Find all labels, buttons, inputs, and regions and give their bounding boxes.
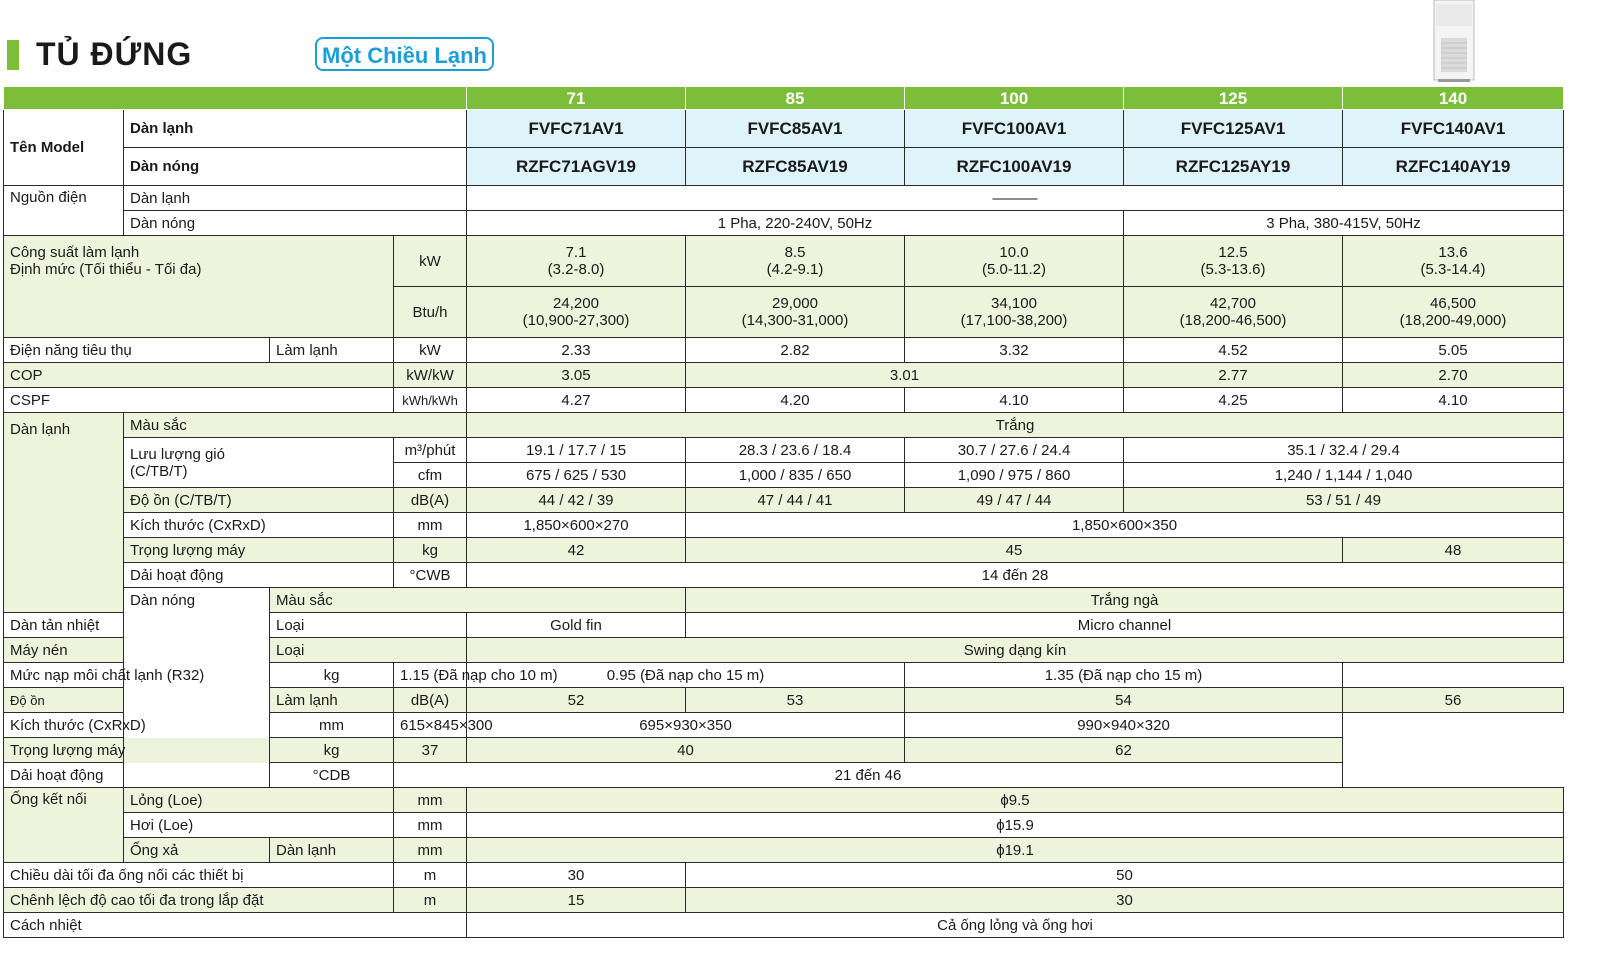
indoor-airflow-m3-71: 19.1 / 17.7 / 15 (467, 438, 686, 463)
capacity-btu-125 (1124, 287, 1343, 338)
capacity-kw-100 (905, 236, 1124, 287)
piping-drain-row (4, 838, 1564, 863)
indoor-dim-row (4, 513, 1564, 538)
outdoor-dim-label: Kích thước (CxRxD) (4, 713, 270, 738)
spec-table (3, 86, 1564, 938)
capacity-140: 140 (1343, 87, 1564, 110)
max-length-rest: 50 (686, 863, 1564, 888)
page-title: TỦ ĐỨNG (36, 36, 193, 72)
outdoor-noise-unit: dB(A) (394, 688, 467, 713)
outdoor-color-row (4, 588, 1564, 613)
indoor-dim-rest: 1,850×600×350 (686, 513, 1564, 538)
piping-drain-unit: mm (394, 838, 467, 863)
outdoor-dim-71: 615×845×300 (394, 713, 467, 738)
power-label: Nguồn điện (4, 186, 124, 236)
model-indoor-row (4, 110, 1564, 148)
insulation-row (4, 913, 1564, 938)
cspf-140: 4.10 (1343, 388, 1564, 413)
power-outdoor-1ph: 1 Pha, 220-240V, 50Hz (467, 211, 1124, 236)
capacity-kw-140-range: (5.3-14.4) (1420, 261, 1486, 278)
capacity-kw-140-rated: 13.6 (1438, 244, 1468, 261)
outdoor-model-100: RZFC100AV19 (905, 148, 1124, 186)
capacity-btu-140-rated: 46,500 (1430, 295, 1476, 312)
indoor-color-label: Màu sắc (124, 413, 467, 438)
max-height-rest: 30 (686, 888, 1564, 913)
indoor-range-label: Dải hoạt động (124, 563, 394, 588)
piping-liquid-value: ϕ9.5 (467, 788, 1564, 813)
outdoor-weight-row (4, 738, 1564, 763)
title-accent-bar (7, 40, 19, 70)
indoor-range-value: 14 đến 28 (467, 563, 1564, 588)
capacity-100: 100 (905, 87, 1124, 110)
power-indoor-row (4, 186, 1564, 211)
outdoor-weight-71: 37 (394, 738, 467, 763)
outdoor-weight-125-140: 62 (905, 738, 1343, 763)
capacity-kw-unit: kW (394, 236, 467, 287)
capacity-btu-140-range: (18,200-49,000) (1399, 312, 1507, 329)
outdoor-noise-100-125: 54 (905, 688, 1343, 713)
indoor-weight-71: 42 (467, 538, 686, 563)
capacity-kw-71 (467, 236, 686, 287)
indoor-color-value: Trắng (467, 413, 1564, 438)
consumption-125: 4.52 (1124, 338, 1343, 363)
indoor-noise-unit: dB(A) (394, 488, 467, 513)
indoor-weight-label: Trọng lượng máy (124, 538, 394, 563)
capacity-btu-140 (1343, 287, 1564, 338)
capacity-kw-125 (1124, 236, 1343, 287)
indoor-model-85: FVFC85AV1 (686, 110, 905, 148)
max-length-label: Chiều dài tối đa ống nối các thiết bị (4, 863, 394, 888)
cspf-100: 4.10 (905, 388, 1124, 413)
insulation-label: Cách nhiệt (4, 913, 467, 938)
capacity-header-row (4, 87, 1564, 110)
indoor-weight-140: 48 (1343, 538, 1564, 563)
max-height-unit: m (394, 888, 467, 913)
cop-71: 3.05 (467, 363, 686, 388)
indoor-airflow-m3-85: 28.3 / 23.6 / 18.4 (686, 438, 905, 463)
outdoor-weight-unit: kg (270, 738, 394, 763)
consumption-140: 5.05 (1343, 338, 1564, 363)
floor-standing-unit-icon (1432, 0, 1476, 82)
indoor-noise-label: Độ ồn (C/TB/T) (124, 488, 394, 513)
indoor-airflow-cfm-100: 1,090 / 975 / 860 (905, 463, 1124, 488)
capacity-btu-125-range: (18,200-46,500) (1179, 312, 1287, 329)
outdoor-compressor-value: Swing dạng kín (467, 638, 1564, 663)
outdoor-section-label: Dàn nóng (124, 588, 270, 788)
piping-section-label: Ống kết nối (4, 788, 124, 863)
model-outdoor-row (4, 148, 1564, 186)
consumption-label: Điện năng tiêu thụ (4, 338, 270, 363)
outdoor-dim-unit: mm (270, 713, 394, 738)
capacity-btu-71-range: (10,900-27,300) (522, 312, 630, 329)
indoor-section-label: Dàn lạnh (4, 413, 124, 613)
indoor-model-140: FVFC140AV1 (1343, 110, 1564, 148)
indoor-noise-85: 47 / 44 / 41 (686, 488, 905, 513)
outdoor-range-value: 21 đến 46 (394, 763, 1343, 788)
indoor-dim-71: 1,850×600×270 (467, 513, 686, 538)
outdoor-model-85: RZFC85AV19 (686, 148, 905, 186)
indoor-airflow-cfm-71: 675 / 625 / 530 (467, 463, 686, 488)
consumption-71: 2.33 (467, 338, 686, 363)
indoor-airflow-label-line-2: (C/TB/T) (130, 462, 188, 480)
capacity-btu-unit: Btu/h (394, 287, 467, 338)
capacity-btu-125-rated: 42,700 (1210, 295, 1256, 312)
capacity-kw-85-rated: 8.5 (784, 244, 806, 261)
capacity-85: 85 (686, 87, 905, 110)
indoor-noise-100: 49 / 47 / 44 (905, 488, 1124, 513)
mode-badge: Một Chiều Lạnh (315, 37, 494, 71)
outdoor-coil-sub: Loại (270, 613, 467, 638)
outdoor-charge-unit: kg (270, 663, 394, 688)
max-height-label: Chênh lệch độ cao tối đa trong lắp đặt (4, 888, 394, 913)
capacity-label-line-2: Định mức (Tối thiểu - Tối đa) (10, 261, 202, 278)
outdoor-range-unit: °CDB (270, 763, 394, 788)
power-indoor-label: Dàn lạnh (124, 186, 467, 211)
outdoor-noise-71: 52 (467, 688, 686, 713)
outdoor-model-140: RZFC140AY19 (1343, 148, 1564, 186)
capacity-kw-125-rated: 12.5 (1218, 244, 1248, 261)
max-length-unit: m (394, 863, 467, 888)
indoor-airflow-m3-125-140: 35.1 / 32.4 / 29.4 (1124, 438, 1564, 463)
capacity-kw-71-rated: 7.1 (565, 244, 587, 261)
model-label: Tên Model (4, 110, 124, 186)
outdoor-range-row (4, 763, 1564, 788)
outdoor-color-label: Màu sắc (270, 588, 686, 613)
indoor-airflow-cfm-unit: cfm (394, 463, 467, 488)
max-height-71: 15 (467, 888, 686, 913)
indoor-dim-unit: mm (394, 513, 467, 538)
cspf-row (4, 388, 1564, 413)
outdoor-dim-125-140: 990×940×320 (905, 713, 1343, 738)
piping-gas-row (4, 813, 1564, 838)
consumption-row (4, 338, 1564, 363)
page-header (0, 0, 1611, 86)
cop-125: 2.77 (1124, 363, 1343, 388)
indoor-noise-125-140: 53 / 51 / 49 (1124, 488, 1564, 513)
capacity-kw-100-rated: 10.0 (999, 244, 1029, 261)
max-length-row (4, 863, 1564, 888)
outdoor-dim-row (4, 713, 1564, 738)
outdoor-weight-85-100: 40 (467, 738, 905, 763)
indoor-airflow-m3-row (4, 438, 1564, 463)
piping-liquid-unit: mm (394, 788, 467, 813)
outdoor-compressor-sub: Loại (270, 638, 467, 663)
cspf-label: CSPF (4, 388, 394, 413)
indoor-range-unit: °CWB (394, 563, 467, 588)
capacity-btu-71 (467, 287, 686, 338)
indoor-airflow-m3-unit: m³/phút (394, 438, 467, 463)
capacity-label-line-1: Công suất làm lạnh (10, 244, 140, 261)
piping-gas-value: ϕ15.9 (467, 813, 1564, 838)
capacity-71: 71 (467, 87, 686, 110)
piping-drain-sub: Dàn lạnh (270, 838, 394, 863)
outdoor-compressor-label: Máy nén (4, 638, 124, 663)
max-height-row (4, 888, 1564, 913)
outdoor-weight-label: Trọng lượng máy (4, 738, 270, 763)
capacity-btu-100 (905, 287, 1124, 338)
outdoor-coil-rest: Micro channel (686, 613, 1564, 638)
capacity-btu-85-range: (14,300-31,000) (741, 312, 849, 329)
indoor-weight-mid: 45 (686, 538, 1343, 563)
cop-label: COP (4, 363, 394, 388)
consumption-sub: Làm lạnh (270, 338, 394, 363)
outdoor-model-125: RZFC125AY19 (1124, 148, 1343, 186)
outdoor-charge-85-100: 0.95 (Đã nạp cho 15 m) (467, 663, 905, 688)
consumption-100: 3.32 (905, 338, 1124, 363)
outdoor-charge-label: Mức nạp môi chất lạnh (R32) (4, 663, 270, 688)
header-blank (4, 87, 467, 110)
power-indoor-value: ——— (467, 186, 1564, 211)
model-outdoor-label: Dàn nóng (124, 148, 467, 186)
indoor-noise-71: 44 / 42 / 39 (467, 488, 686, 513)
piping-liquid-label: Lỏng (Loe) (124, 788, 394, 813)
capacity-btu-85-rated: 29,000 (772, 295, 818, 312)
cspf-71: 4.27 (467, 388, 686, 413)
capacity-kw-85 (686, 236, 905, 287)
outdoor-range-label: Dải hoạt động (4, 763, 270, 788)
indoor-airflow-cfm-85: 1,000 / 835 / 650 (686, 463, 905, 488)
cop-140: 2.70 (1343, 363, 1564, 388)
power-outdoor-label: Dàn nóng (124, 211, 467, 236)
outdoor-coil-label: Dàn tản nhiệt (4, 613, 124, 638)
indoor-range-row (4, 563, 1564, 588)
cspf-unit: kWh/kWh (394, 388, 467, 413)
outdoor-noise-label: Độ ồn (4, 688, 124, 713)
consumption-85: 2.82 (686, 338, 905, 363)
indoor-color-row (4, 413, 1564, 438)
capacity-btu-100-range: (17,100-38,200) (960, 312, 1068, 329)
max-length-71: 30 (467, 863, 686, 888)
capacity-label (4, 236, 394, 338)
cspf-85: 4.20 (686, 388, 905, 413)
outdoor-noise-140: 56 (1343, 688, 1564, 713)
indoor-model-71: FVFC71AV1 (467, 110, 686, 148)
indoor-airflow-m3-100: 30.7 / 27.6 / 24.4 (905, 438, 1124, 463)
capacity-kw-row (4, 236, 1564, 287)
outdoor-charge-row (4, 663, 1564, 688)
indoor-noise-row (4, 488, 1564, 513)
power-outdoor-row (4, 211, 1564, 236)
indoor-airflow-label-line-1: Lưu lượng gió (130, 445, 225, 463)
cop-unit: kW/kW (394, 363, 467, 388)
outdoor-noise-85: 53 (686, 688, 905, 713)
outdoor-noise-sub: Làm lạnh (270, 688, 394, 713)
piping-liquid-row (4, 788, 1564, 813)
insulation-value: Cả ống lỏng và ống hơi (467, 913, 1564, 938)
outdoor-charge-71: 1.15 (Đã nạp cho 10 m) (394, 663, 467, 688)
indoor-airflow-label (124, 438, 394, 488)
cspf-125: 4.25 (1124, 388, 1343, 413)
indoor-model-100: FVFC100AV1 (905, 110, 1124, 148)
cop-row (4, 363, 1564, 388)
model-indoor-label: Dàn lạnh (124, 110, 467, 148)
indoor-weight-row (4, 538, 1564, 563)
capacity-btu-71-rated: 24,200 (553, 295, 599, 312)
outdoor-dim-85-100: 695×930×350 (467, 713, 905, 738)
piping-gas-label: Hơi (Loe) (124, 813, 394, 838)
capacity-btu-100-rated: 34,100 (991, 295, 1037, 312)
cop-85-100: 3.01 (686, 363, 1124, 388)
outdoor-model-71: RZFC71AGV19 (467, 148, 686, 186)
capacity-kw-100-range: (5.0-11.2) (982, 261, 1046, 278)
capacity-kw-140 (1343, 236, 1564, 287)
capacity-125: 125 (1124, 87, 1343, 110)
indoor-weight-unit: kg (394, 538, 467, 563)
capacity-kw-125-range: (5.3-13.6) (1200, 261, 1266, 278)
piping-drain-value: ϕ19.1 (467, 838, 1564, 863)
indoor-dim-label: Kích thước (CxRxD) (124, 513, 394, 538)
outdoor-coil-71: Gold fin (467, 613, 686, 638)
capacity-btu-85 (686, 287, 905, 338)
outdoor-charge-125-140: 1.35 (Đã nạp cho 15 m) (905, 663, 1343, 688)
capacity-kw-71-range: (3.2-8.0) (547, 261, 605, 278)
indoor-model-125: FVFC125AV1 (1124, 110, 1343, 148)
capacity-kw-85-range: (4.2-9.1) (766, 261, 824, 278)
piping-gas-unit: mm (394, 813, 467, 838)
piping-drain-label: Ống xả (124, 838, 270, 863)
indoor-airflow-cfm-125-140: 1,240 / 1,144 / 1,040 (1124, 463, 1564, 488)
consumption-unit: kW (394, 338, 467, 363)
power-outdoor-3ph: 3 Pha, 380-415V, 50Hz (1124, 211, 1564, 236)
outdoor-color-value: Trắng ngà (686, 588, 1564, 613)
